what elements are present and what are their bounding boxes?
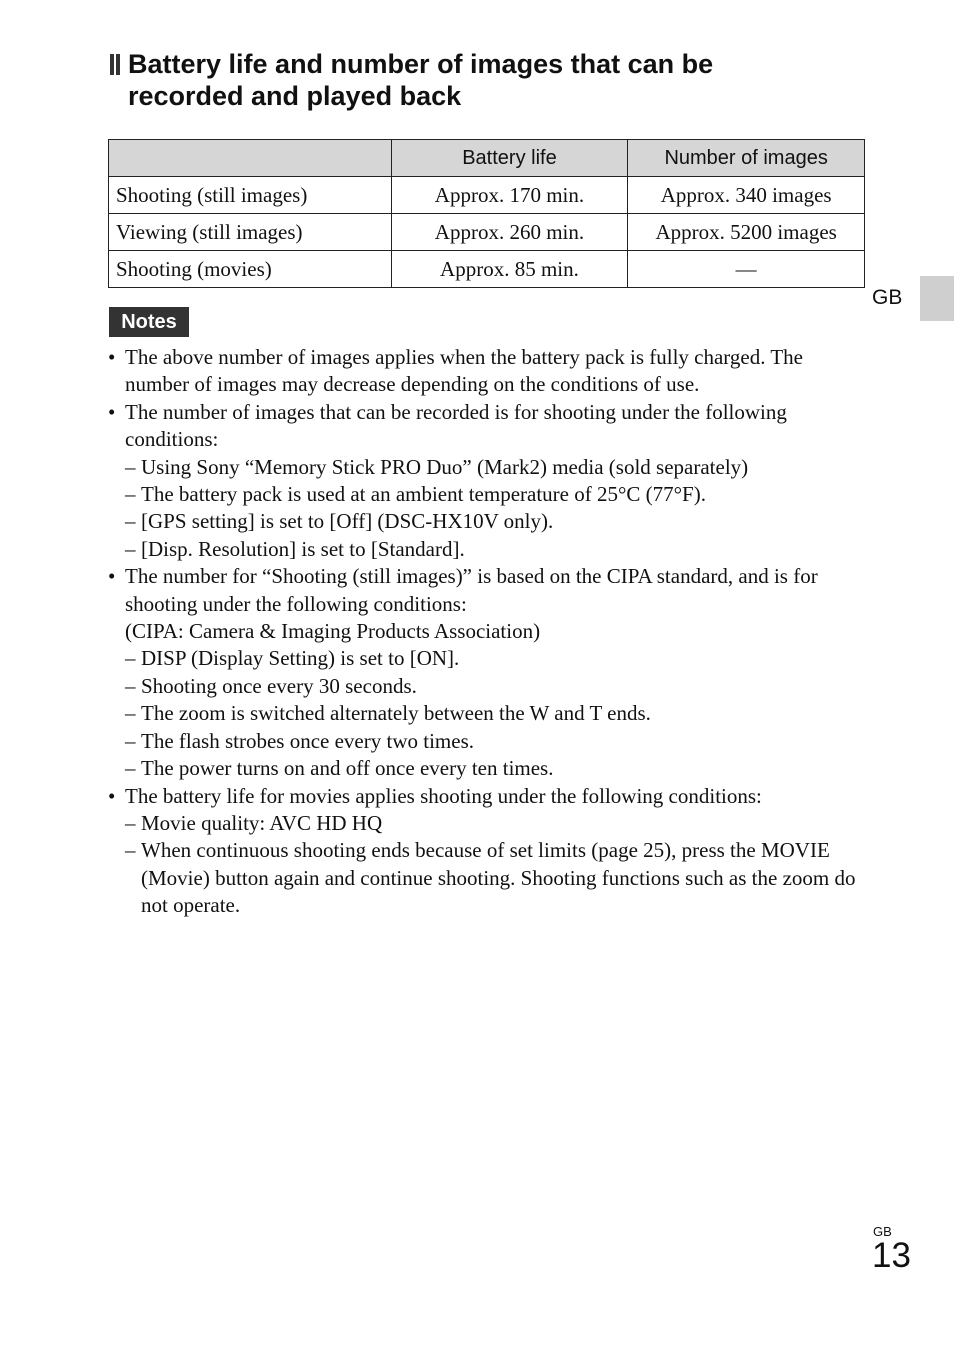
table-cell: Viewing (still images) — [109, 214, 392, 251]
note-item — [108, 783, 868, 920]
battery-life-table — [108, 139, 865, 288]
note-item — [108, 399, 868, 563]
table-cell: — — [628, 251, 865, 288]
table-header-cell — [109, 140, 392, 177]
note-extra-text: (CIPA: Camera & Imaging Products Association) — [125, 619, 541, 644]
table-cell: Approx. 340 images — [628, 177, 865, 214]
note-item — [108, 563, 868, 782]
table-cell: Approx. 170 min. — [391, 177, 628, 214]
heading-marker-icon — [110, 54, 120, 75]
note-subitem: – Shooting once every 30 seconds. — [125, 673, 868, 700]
section-heading — [110, 48, 810, 112]
heading-text: Battery life and number of images that can be recorded and played back — [128, 49, 714, 111]
note-item — [108, 344, 868, 399]
table-header-row — [109, 140, 865, 177]
page-number: 13 — [872, 1236, 911, 1275]
note-subitem: – The battery pack is used at an ambient temperature of 25°C (77°F). — [125, 481, 868, 508]
table-header-cell: Number of images — [628, 140, 865, 177]
table-cell: Shooting (still images) — [109, 177, 392, 214]
table-cell: Approx. 85 min. — [391, 251, 628, 288]
note-subitem: – The power turns on and off once every ten times. — [125, 755, 868, 782]
note-text: • The battery life for movies applies shooting under the following conditions: — [125, 783, 762, 808]
table-row — [109, 177, 865, 214]
note-subitem: – DISP (Display Setting) is set to [ON]. — [125, 645, 868, 672]
table-row — [109, 214, 865, 251]
table-row — [109, 251, 865, 288]
note-text: • The number of images that can be recorded is for shooting under the following conditions: — [125, 399, 787, 452]
note-text: The above number of images applies when the battery pack is fully charged. The number of images may decrease depending on the conditions of use. — [125, 345, 803, 397]
note-subitem: – [GPS setting] is set to [Off] (DSC-HX10V only). — [125, 508, 868, 535]
footer-language-label: GB — [873, 1224, 892, 1239]
table-header-cell: Battery life — [391, 140, 628, 177]
note-subitem: – Using Sony “Memory Stick PRO Duo” (Mark2) media (sold separately) — [125, 454, 868, 481]
table-cell: Approx. 260 min. — [391, 214, 628, 251]
note-subitem: – The flash strobes once every two times. — [125, 728, 868, 755]
note-subitem: – Movie quality: AVC HD HQ — [125, 810, 868, 837]
notes-label: Notes — [109, 307, 189, 337]
note-subitem: – The zoom is switched alternately between the W and T ends. — [125, 700, 868, 727]
note-subitem: – When continuous shooting ends because of set limits (page 25), press the MOVIE (Movie) button again and continue shooting. Shooting functions such as the zoom do not operate. — [125, 837, 868, 919]
note-subitem: – [Disp. Resolution] is set to [Standard]. — [125, 536, 868, 563]
table-cell: Approx. 5200 images — [628, 214, 865, 251]
side-language-label: GB — [872, 286, 903, 309]
table-cell: Shooting (movies) — [109, 251, 392, 288]
notes-list — [108, 344, 868, 920]
note-text: • The number for “Shooting (still images)” is based on the CIPA standard, and is for shooting under the following conditions: — [125, 564, 818, 616]
side-thumb-tab — [920, 276, 954, 321]
